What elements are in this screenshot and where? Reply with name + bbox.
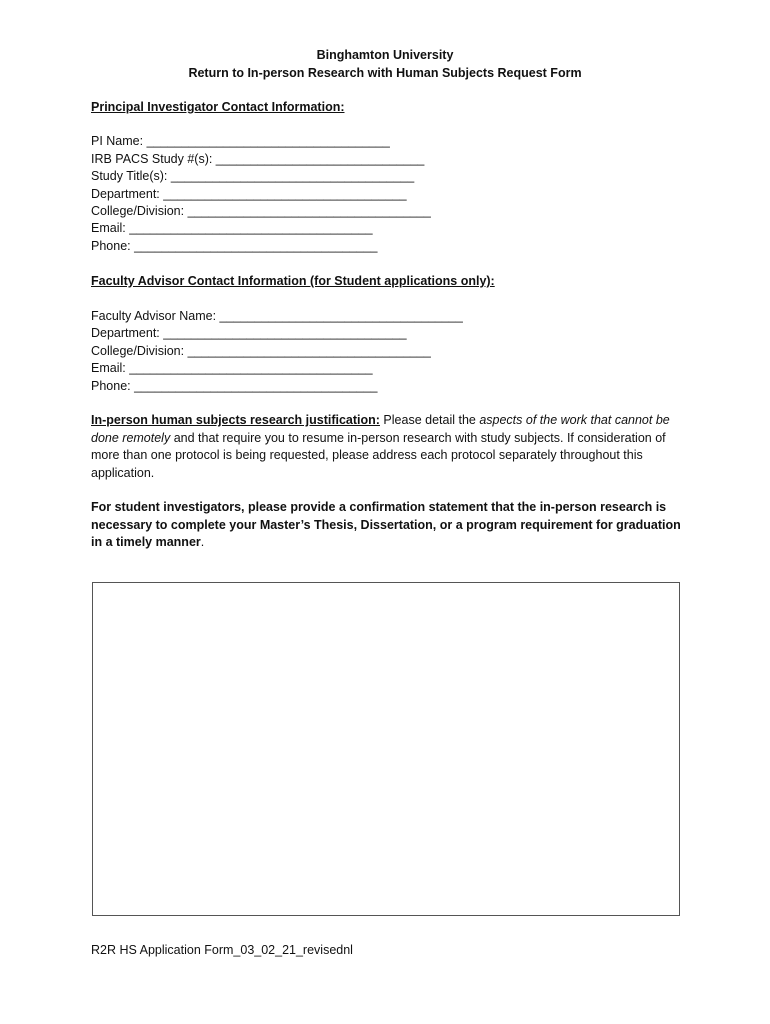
- student-statement-tail: .: [200, 535, 205, 549]
- pi-department-field[interactable]: Department: ___________________________________: [91, 187, 407, 201]
- advisor-phone-field[interactable]: Phone: ___________________________________: [91, 379, 378, 393]
- advisor-section-heading: Faculty Advisor Contact Information (for Student applications only):: [91, 274, 495, 288]
- response-text-box[interactable]: [92, 582, 680, 916]
- footer-form-id: R2R HS Application Form_03_02_21_revisednl: [91, 943, 353, 957]
- pi-email-field[interactable]: Email: ___________________________________: [91, 221, 373, 235]
- irb-pacs-study-field[interactable]: IRB PACS Study #(s): ______________________________: [91, 152, 425, 166]
- advisor-email-field[interactable]: Email: ___________________________________: [91, 361, 373, 375]
- advisor-department-field[interactable]: Department: ___________________________________: [91, 326, 407, 340]
- form-title: Return to In-person Research with Human Subjects Request Form: [188, 66, 582, 80]
- university-name: Binghamton University: [316, 48, 454, 62]
- advisor-name-field[interactable]: Faculty Advisor Name: ___________________________________: [91, 309, 463, 323]
- justification-emphasis: aspects of the work that cannot be done remotely: [91, 413, 670, 445]
- pi-phone-field[interactable]: Phone: ___________________________________: [91, 239, 378, 253]
- justification-text-2: and that require you to resume in-person research with study subjects. If consideration of more than one protocol is being requested, please address each protocol separately throughout this application.: [91, 430, 666, 480]
- pi-college-field[interactable]: College/Division: ___________________________________: [91, 204, 431, 218]
- student-statement-paragraph: [91, 499, 681, 552]
- justification-paragraph: [91, 412, 681, 482]
- pi-section-heading: Principal Investigator Contact Information:: [91, 100, 345, 114]
- advisor-college-field[interactable]: College/Division: ___________________________________: [91, 344, 431, 358]
- study-title-field[interactable]: Study Title(s): ___________________________________: [91, 169, 415, 183]
- justification-heading: In-person human subjects research justification:: [91, 413, 380, 427]
- student-statement-bold: For student investigators, please provide a confirmation statement that the in-person research is necessary to complete your Master’s Thesis, Dissertation, or a program requirement for graduation in a timely manner: [91, 500, 681, 549]
- pi-name-field[interactable]: PI Name: ___________________________________: [91, 134, 390, 148]
- justification-text-1: Please detail the: [379, 413, 480, 427]
